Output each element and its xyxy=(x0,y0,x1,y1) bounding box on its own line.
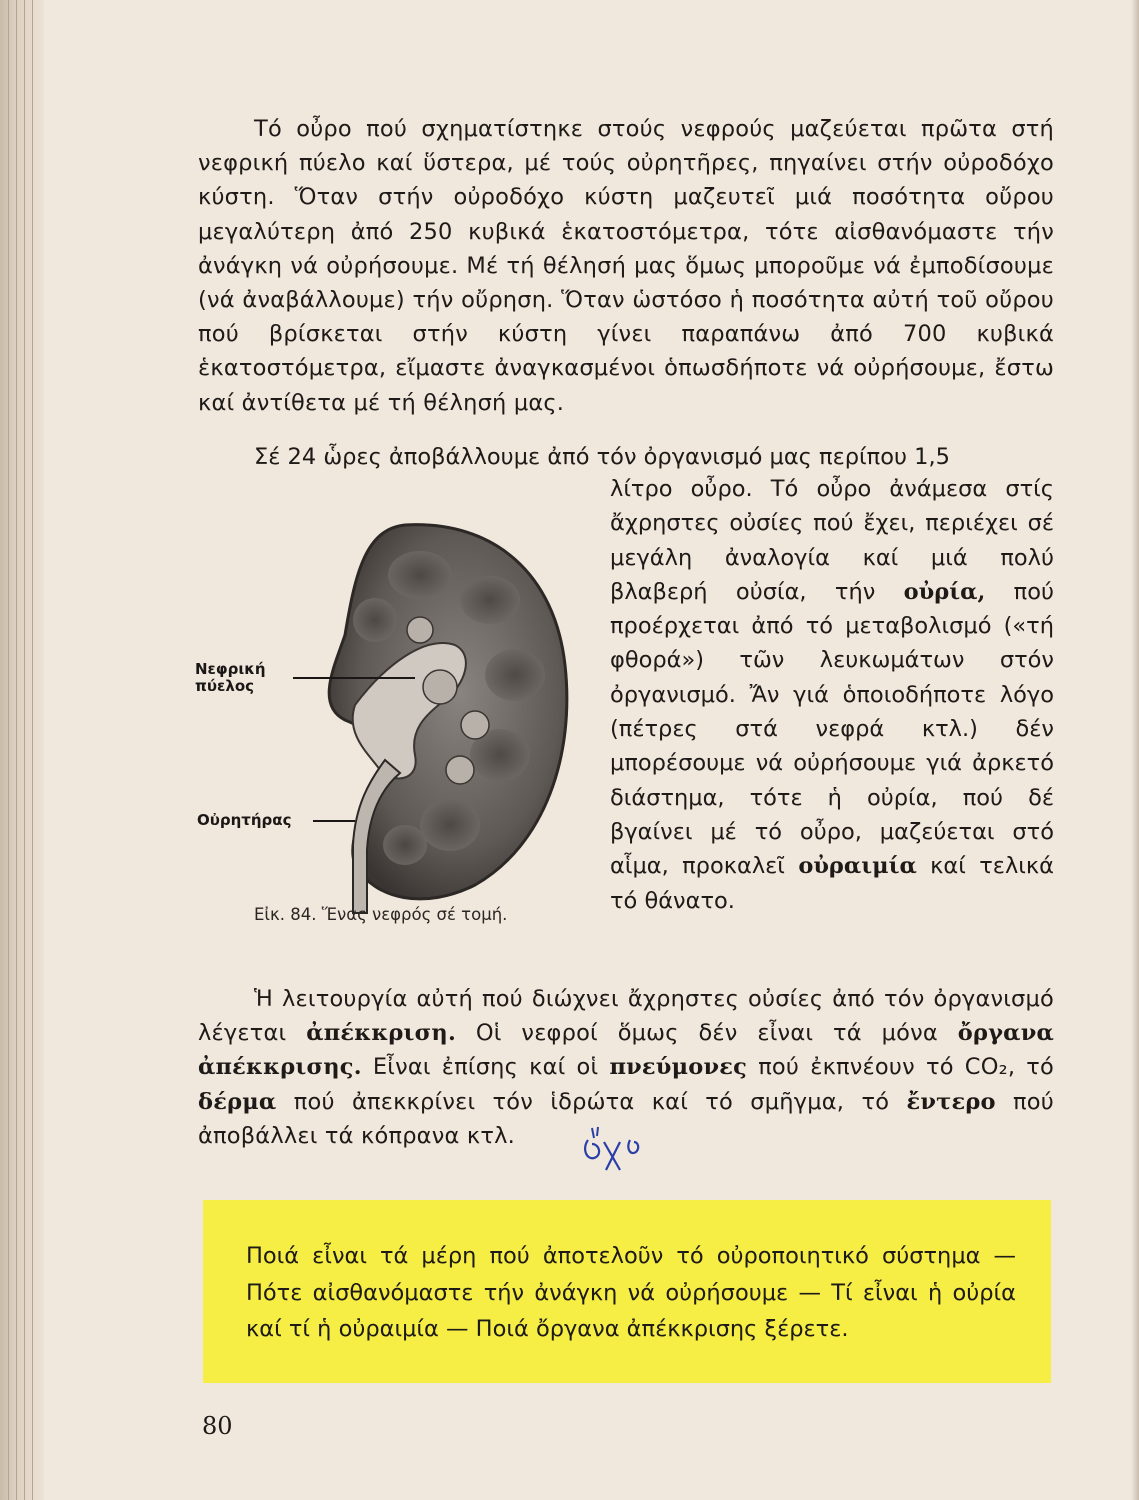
renal-calyx xyxy=(446,756,474,784)
handwritten-note-drawing xyxy=(578,1118,648,1178)
term-urea: οὐρία, xyxy=(903,578,986,605)
renal-pyramid xyxy=(388,551,452,599)
text-segment: Ἡ λειτουργία αὐτή πού διώχνει ἄχρηστες οὐσίες ἀπό τόν ὀργανισμό λέγεται xyxy=(198,986,1054,1047)
kidney-cross-section-figure xyxy=(195,515,605,935)
label-renal-pelvis-line1: Νεφρική xyxy=(195,660,266,678)
text-segment: πού προέρχεται ἀπό τό μεταβολισμό («τή φθορά») τῶν λευκωμάτων στόν ὀργανισμό. Ἄν γιά ὁποιοδήποτε λόγο (πέτρες στά νεφρά κτλ.) δέν μπορέσουμε νά οὐρήσουμε γιά ἀρκετό διάστημα, τότε ἡ οὐρία, πού δέ βγαίνει μέ τό οὖρο, μαζεύεται στό αἷμα, προκαλεῖ xyxy=(610,578,1054,880)
paragraph-daily-urine-lead: Σέ 24 ὧρες ἀποβάλλουμε ἀπό τόν ὀργανισμό μας περίπου 1,5 xyxy=(254,444,950,470)
review-questions: Ποιά εἶναι τά μέρη πού ἀποτελοῦν τό οὐροποιητικό σύστημα — Πότε αἰσθανόμαστε τήν ἀνάγκη νά οὐρήσουμε — Τί εἶναι ἡ οὐρία καί τί ἡ οὐραιμία — Ποιά ὄργανα ἀπέκκρισης ξέρετε. xyxy=(246,1243,1016,1342)
text-segment: πού ἀπεκκρίνει τόν ἱδρώτα καί τό σμῆγμα, τό xyxy=(293,1088,890,1115)
renal-pyramid xyxy=(460,576,520,624)
page-edge-line xyxy=(24,0,25,1500)
label-renal-pelvis-line2: πύελος xyxy=(195,677,255,695)
term-excretion: ἀπέκκριση. xyxy=(306,1020,457,1047)
page-shadow xyxy=(1131,0,1139,1500)
renal-calyx xyxy=(423,670,457,704)
figure-caption: Εἰκ. 84. Ἕνας νεφρός σέ τομή. xyxy=(254,905,508,924)
renal-pyramid xyxy=(420,799,480,851)
paragraph-urine-storage: Τό οὖρο πού σχηματίστηκε στούς νεφρούς μαζεύεται πρῶτα στή νεφρική πύελο καί ὕστερα, μέ τούς οὐρητῆρες, πηγαίνει στήν οὐροδόχο κύστη. Ὅταν στήν οὐροδόχο κύστη μαζευτεῖ μιά ποσότητα οὔρου μεγαλύτερη ἀπό 250 κυβικά ἑκατοστόμετρα, τότε αἰσθανόμαστε τήν ἀνάγκη νά οὐρήσουμε. Μέ τή θέλησή μας ὅμως μποροῦμε νά ἐμποδίσουμε (νά ἀναβάλλουμε) τήν οὔρηση. Ὅταν ὡστόσο ἡ ποσότητα αὐτή τοῦ οὔρου πού βρίσκεται στήν κύστη γίνει παραπάνω ἀπό 700 κυβικά ἑκατοστόμετρα, εἴμαστε ἀναγκασμένοι ὁπωσδήποτε νά οὐρήσουμε, ἔστω καί ἀντίθετα μέ τή θέλησή μας. xyxy=(198,116,1054,416)
term-skin: δέρμα xyxy=(198,1088,277,1115)
page-edge-line xyxy=(32,0,33,1500)
renal-pyramid xyxy=(383,825,427,865)
renal-calyx xyxy=(407,617,433,643)
page-edge-line xyxy=(16,0,17,1500)
term-intestine: ἔντερο xyxy=(906,1088,996,1115)
text-segment: πού ἀποβάλλει τά κόπρανα κτλ. xyxy=(198,1088,1054,1149)
label-renal-pelvis xyxy=(195,661,266,695)
label-ureter: Οὐρητήρας xyxy=(197,811,292,829)
renal-calyx xyxy=(461,711,489,739)
renal-pyramid xyxy=(485,649,545,701)
kidney-illustration xyxy=(195,515,605,915)
page-edge-line xyxy=(8,0,9,1500)
text-segment: Εἶναι ἐπίσης καί οἱ xyxy=(372,1054,599,1081)
paragraph-urea-uremia xyxy=(610,472,1054,918)
renal-pyramid xyxy=(353,598,397,642)
text-segment: λίτρο οὖρο. Τό οὖρο ἀνάμεσα στίς ἄχρηστες οὐσίες πού ἔχει, περιέχει σέ μεγάλη ἀναλογία καί μιά πολύ βλαβερή οὐσία, τήν xyxy=(610,476,1054,605)
term-lungs: πνεύμονες xyxy=(609,1054,748,1081)
term-uremia: οὐραιμία xyxy=(798,853,917,880)
text-segment: Οἱ νεφροί ὅμως δέν εἶναι τά μόνα xyxy=(475,1020,938,1047)
book-gutter xyxy=(0,0,44,1500)
page-number: 80 xyxy=(202,1412,233,1440)
term-excretory-organs: ὄργανα ἀπέκκρισης. xyxy=(198,1020,1055,1081)
text-segment: πού ἐκπνέουν τό CO₂, τό xyxy=(758,1054,1054,1081)
text-segment: καί τελικά τό θάνατο. xyxy=(610,853,1054,914)
